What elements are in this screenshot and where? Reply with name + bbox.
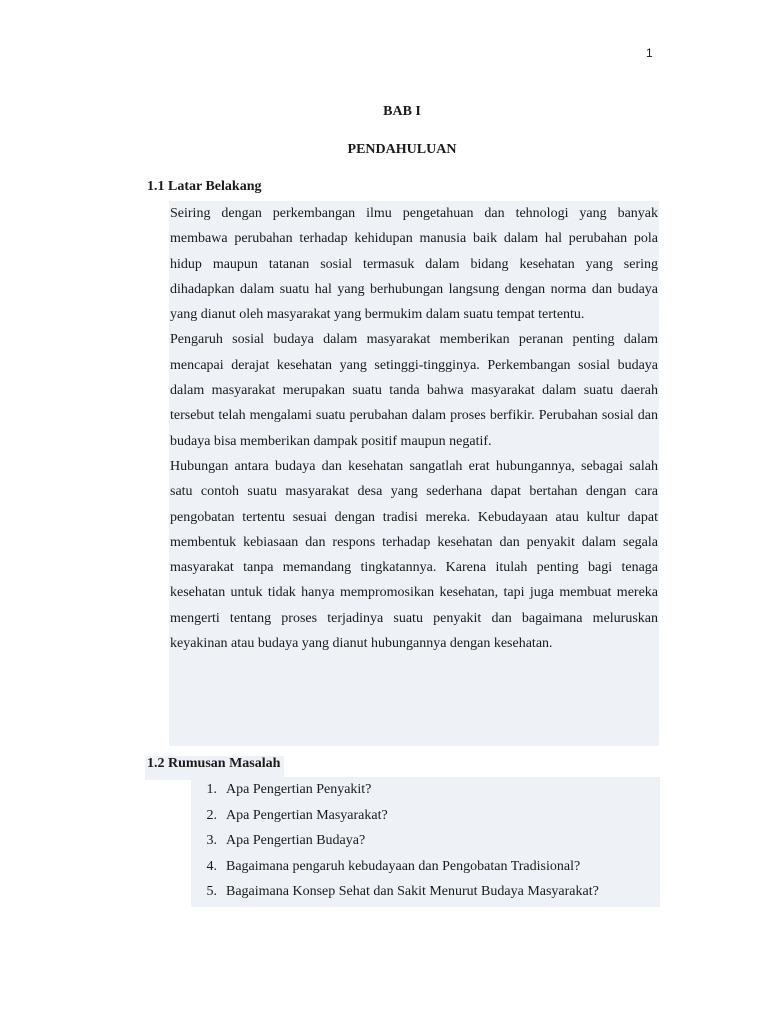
list-item <box>191 777 599 803</box>
paragraph: Hubungan antara budaya dan kesehatan sangatlah erat hubungannya, sebagai salah satu contoh suatu masyarakat desa yang sederhana dapat bertahan dengan cara pengobatan tertentu sesuai dengan tradisi mereka. Kebudayaan atau kultur dapat membentuk kebiasaan dan respons terhadap kesehatan dan penyakit dalam segala masyarakat tanpa memandang tingkatannya. Karena itulah penting bagi tenaga kesehatan untuk tidak hanya mempromosikan kesehatan, tapi juga membuat mereka mengerti tentang proses terjadinya suatu penyakit dan bagaimana meluruskan keyakinan atau budaya yang dianut hubungannya dengan kesehatan. <box>170 458 658 652</box>
chapter-label: BAB I <box>383 104 421 119</box>
list-item <box>191 879 599 905</box>
list-text: Bagaimana Konsep Sehat dan Sakit Menurut Budaya Masyarakat? <box>226 884 599 899</box>
section-body <box>170 201 658 656</box>
list-text: Apa Pengertian Masyarakat? <box>226 807 388 823</box>
list-text: Bagaimana pengaruh kebudayaan dan Pengobatan Tradisional? <box>226 858 581 874</box>
list-item <box>191 803 599 829</box>
list-number: 1. <box>206 782 217 797</box>
paragraph: Seiring dengan perkembangan ilmu pengetahuan dan tehnologi yang banyak membawa perubahan terhadap kehidupan manusia baik dalam hal perubahan pola hidup maupun tatanan sosial termasuk dalam bidang kesehatan yang sering dihadapkan dalam suatu hal yang berhubungan langsung dengan norma dan budaya yang dianut oleh masyarakat yang bermukim dalam suatu tempat tertentu. <box>170 206 658 323</box>
list-item <box>191 854 599 880</box>
list-number: 3. <box>206 833 217 848</box>
chapter-title: PENDAHULUAN <box>347 142 457 157</box>
section-title-latar-belakang: 1.1 Latar Belakang <box>147 179 262 194</box>
page-number: 1 <box>646 46 653 60</box>
list-item <box>191 828 599 854</box>
paragraph: Pengaruh sosial budaya dalam masyarakat memberikan peranan penting dalam mencapai derajat kesehatan yang setinggi-tingginya. Perkembangan sosial budaya dalam masyarakat merupakan suatu tanda bahwa masyarakat dalam suatu daerah tersebut telah mengalami suatu perubahan dalam proses berfikir. Perubahan sosial dan budaya bisa memberikan dampak positif maupun negatif. <box>170 332 658 449</box>
problem-list <box>191 777 599 905</box>
list-number: 5. <box>206 884 217 899</box>
list-number: 2. <box>206 807 217 823</box>
list-number: 4. <box>206 858 217 874</box>
list-text: Apa Pengertian Penyakit? <box>226 782 372 797</box>
list-text: Apa Pengertian Budaya? <box>226 833 366 848</box>
section-title-rumusan-masalah: 1.2 Rumusan Masalah <box>145 756 284 780</box>
